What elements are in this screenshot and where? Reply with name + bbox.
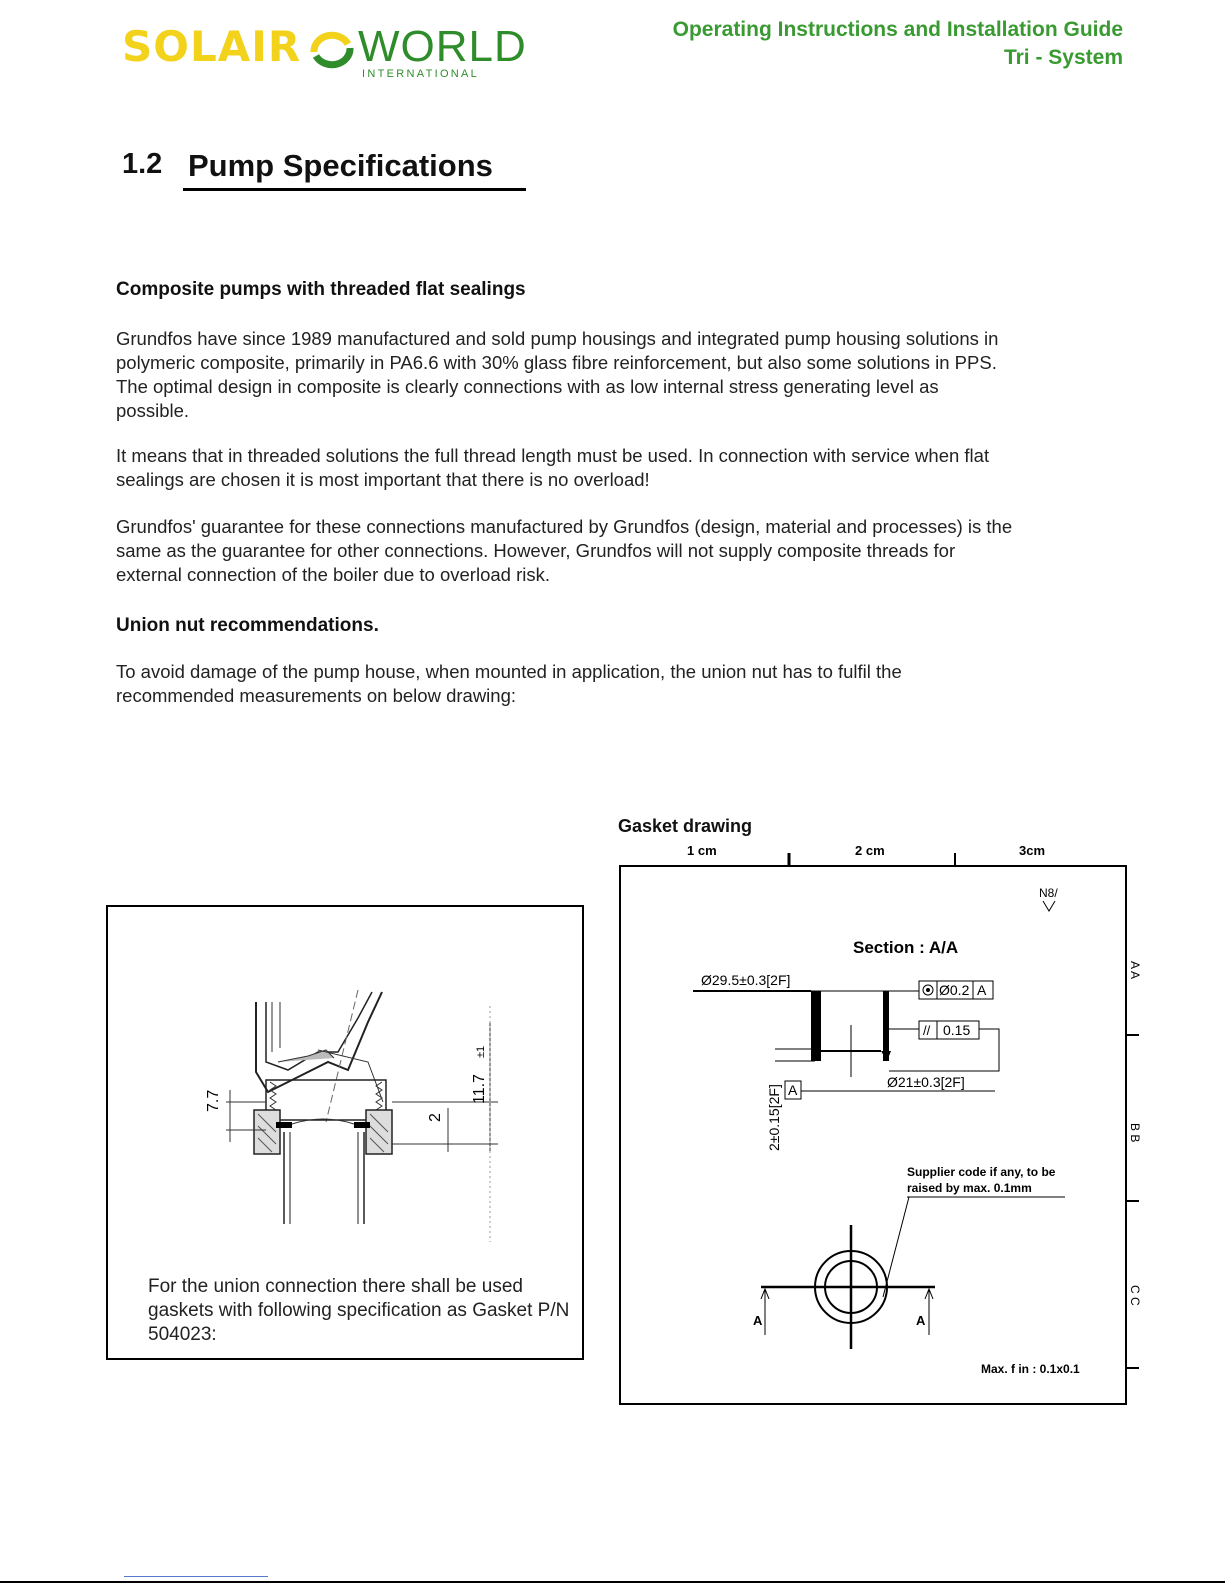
doc-subtitle: Tri - System xyxy=(1003,46,1123,69)
dim-tolerance-label: ±1 xyxy=(475,1045,487,1058)
union-nut-section-drawing xyxy=(205,992,508,1262)
ruler-3cm: 3cm xyxy=(1019,843,1046,858)
ruler-2cm: 2 cm xyxy=(855,843,885,858)
gasket-spec-note: For the union connection there shall be used gaskets with following specification as Gasket P/N 504023: xyxy=(148,1276,570,1345)
logo-solair-text: SOLAIR xyxy=(122,22,302,71)
paragraph-1: Grundfos have since 1989 manufactured and sold pump housings and integrated pump housing solutions in polymeric composite, primarily in PA6.6 with 30% glass fibre reinforcement, but also some solutions in PPS. The optimal design in composite is clearly connections with as low internal stress generating level as possible. xyxy=(116,328,999,421)
section-underline xyxy=(183,188,526,191)
dim-7-7-label: 7.7 xyxy=(205,1089,222,1112)
logo-world-text: WORLD xyxy=(358,22,527,71)
inner-diameter-label: Ø21±0.3[2F] xyxy=(887,1074,965,1090)
logo-intl-text: INTERNATIONAL xyxy=(362,68,480,80)
cut-a-left: A xyxy=(753,1313,763,1328)
cut-a-right: A xyxy=(916,1313,926,1328)
union-nut-drawing-box xyxy=(106,905,584,1360)
heading-union-nut: Union nut recommendations. xyxy=(116,615,379,636)
supplier-note-line2: raised by max. 0.1mm xyxy=(907,1181,1032,1195)
document-header xyxy=(673,18,1123,70)
outer-diameter-label: Ø29.5±0.3[2F] xyxy=(701,972,791,988)
gasket-drawing-caption: Gasket drawing xyxy=(618,816,753,836)
swirl-logo-icon xyxy=(308,30,356,70)
concentricity-label: Ø0.2 xyxy=(939,982,970,998)
heading-composite-pumps: Composite pumps with threaded flat sealings xyxy=(116,279,526,300)
supplier-note-line1: Supplier code if any, to be xyxy=(907,1165,1056,1179)
footer-link-line xyxy=(124,1576,268,1577)
dim-11-7-label: 11.7 xyxy=(471,1074,488,1104)
surface-finish-mark: N8/ xyxy=(1039,886,1058,900)
datum-ref-label: A xyxy=(977,982,987,998)
section-aa-label: Section : A/A xyxy=(853,938,959,957)
max-fin-label: Max. f in : 0.1x0.1 xyxy=(981,1362,1080,1376)
ruler-1cm: 1 cm xyxy=(687,843,717,858)
paragraph-4: To avoid damage of the pump house, when mounted in application, the union nut has to fulfil the recommended measurements on below drawing: xyxy=(116,661,902,706)
zone-b-label: B B xyxy=(1128,1123,1142,1143)
zone-c-label: C C xyxy=(1128,1285,1142,1306)
thickness-label: 2±0.15[2F] xyxy=(766,1084,782,1151)
datum-a-box: A xyxy=(788,1082,798,1098)
page-bottom-rule xyxy=(0,1581,1225,1583)
section-number: 1.2 xyxy=(122,148,163,180)
company-logo xyxy=(122,22,527,82)
gasket-technical-drawing xyxy=(619,843,1142,1405)
parallelism-label: 0.15 xyxy=(943,1022,971,1038)
dim-2-label: 2 xyxy=(427,1113,444,1122)
zone-a-label: A A xyxy=(1128,961,1142,980)
paragraph-2: It means that in threaded solutions the full thread length must be used. In connection with service when flat sealings are chosen it is most important that there is no overload! xyxy=(116,445,990,490)
paragraph-3: Grundfos' guarantee for these connections manufactured by Grundfos (design, material and processes) is the same as the guarantee for other connections. However, Grundfos will not supply composite threads for external connection of the boiler due to overload risk. xyxy=(116,516,1013,585)
doc-title: Operating Instructions and Installation Guide xyxy=(672,18,1123,41)
parallel-symbol: // xyxy=(923,1023,931,1038)
section-title: Pump Specifications xyxy=(188,148,493,183)
